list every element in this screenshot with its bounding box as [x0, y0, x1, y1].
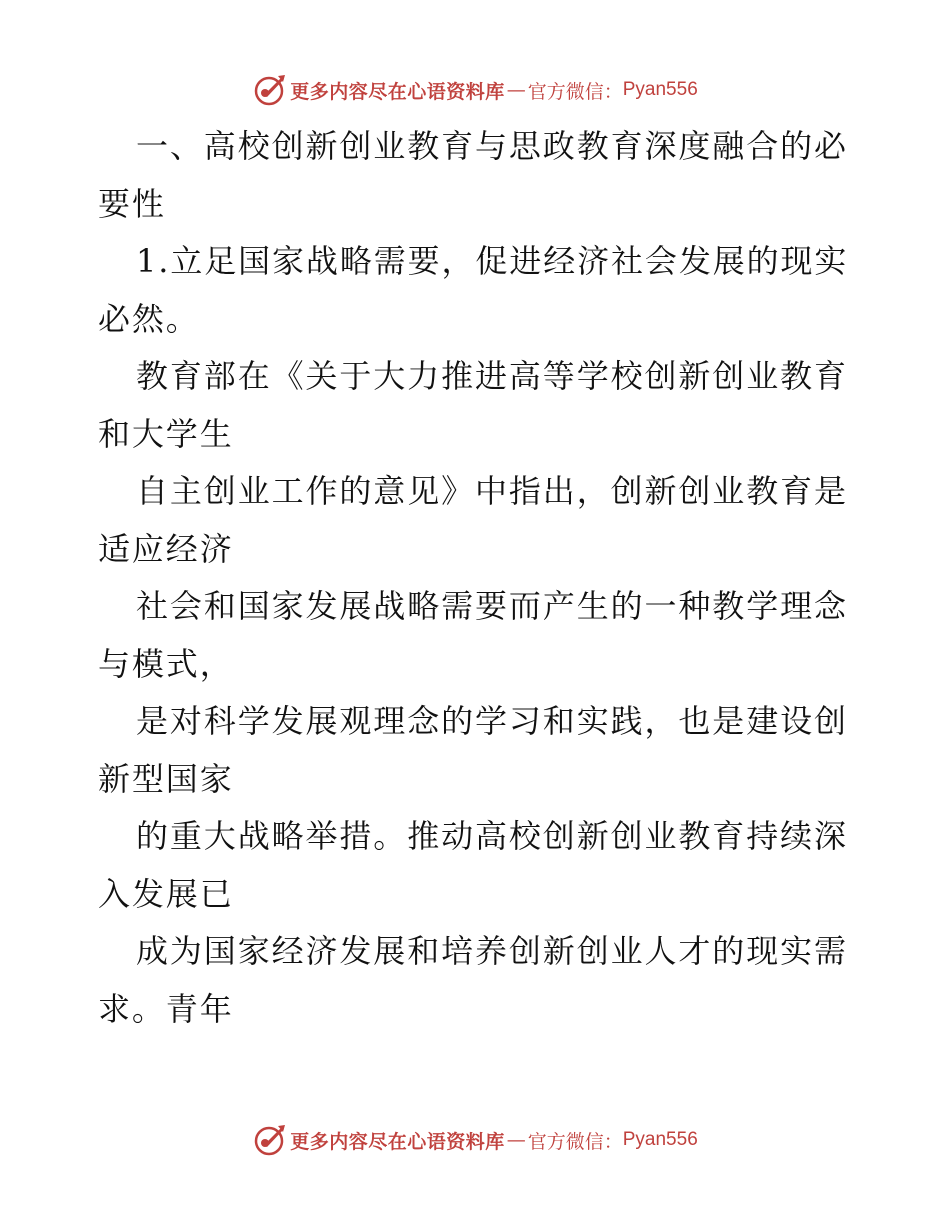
document-body — [98, 118, 858, 1038]
banner-separator: — — [506, 1129, 526, 1151]
body-paragraph: 教育部在《关于大力推进高等学校创新创业教育和大学生 — [98, 357, 848, 453]
banner-text: 更多内容尽在心语资料库 — [290, 80, 505, 103]
body-paragraph: 是对科学发展观理念的学习和实践，也是建设创新型国家 — [98, 702, 848, 798]
body-paragraph: 成为国家经济发展和培养创新创业人才的现实需求。青年 — [98, 932, 848, 1028]
footer-banner — [0, 1120, 950, 1160]
header-banner — [0, 70, 950, 110]
banner-wechat-label: 官方微信： — [527, 80, 623, 103]
quill-logo-icon — [252, 73, 286, 107]
body-paragraph: 自主创业工作的意见》中指出，创新创业教育是适应经济 — [98, 472, 848, 568]
banner-separator: — — [506, 79, 526, 101]
quill-logo-icon — [252, 1123, 286, 1157]
section-heading: 一、高校创新创业教育与思政教育深度融合的必要性 — [98, 127, 848, 223]
banner-text: 更多内容尽在心语资料库 — [290, 1130, 505, 1153]
banner-wechat-id: Pyan556 — [622, 1129, 698, 1150]
banner-wechat-label: 官方微信： — [527, 1130, 623, 1153]
subsection-heading: 1.立足国家战略需要，促进经济社会发展的现实必然。 — [98, 242, 849, 338]
body-paragraph: 的重大战略举措。推动高校创新创业教育持续深入发展已 — [98, 817, 848, 913]
body-paragraph: 社会和国家发展战略需要而产生的一种教学理念与模式， — [98, 587, 848, 683]
banner-wechat-id: Pyan556 — [622, 79, 698, 100]
